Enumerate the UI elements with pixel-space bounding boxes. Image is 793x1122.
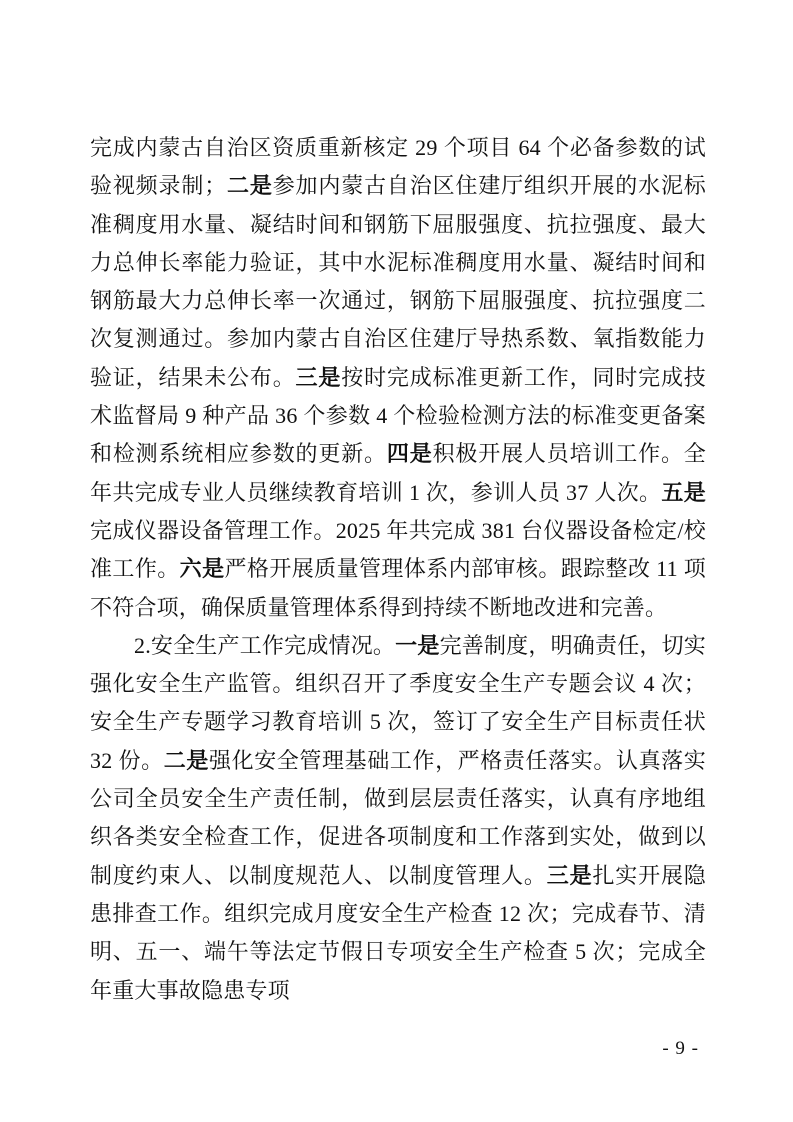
ordinal-marker: 四是 [386, 441, 433, 467]
ordinal-marker: 三是 [546, 862, 593, 888]
ordinal-marker: 二是 [226, 173, 273, 199]
text-run: 完成内蒙古自治区资质重新核定 29 个项目 64 个必备参数的试验视频录制； [90, 135, 706, 199]
paragraph-quality-work [90, 129, 706, 627]
document-body [90, 129, 706, 1010]
ordinal-marker: 六是 [179, 556, 225, 582]
page-number: - 9 - [662, 1038, 699, 1059]
text-run: 完成仪器设备管理工作。2025 年共完成 381 台仪器设备检定/校准工作。 [90, 517, 706, 582]
text-run: 强化安全管理基础工作，严格责任落实。认真落实公司全员安全生产责任制，做到层层责任落实，认真有序地组织各类安全检查工作，促进各项制度和工作落到实处，做到以制度约束人、以制度规范人、以制度管理人。 [90, 747, 706, 888]
ordinal-marker: 一是 [395, 632, 440, 658]
text-run: 完善制度，明确责任，切实强化安全生产监管。组织召开了季度安全生产专题会议 4 次；安全生产专题学习教育培训 5 次，签订了安全生产目标责任状 32 份。 [90, 632, 706, 773]
ordinal-marker: 二是 [163, 747, 209, 773]
text-run: 严格开展质量管理体系内部审核。跟踪整改 11 项不符合项，确保质量管理体系得到持续不断地改进和完善。 [90, 556, 706, 620]
ordinal-marker: 五是 [661, 479, 706, 505]
text-run: 按时完成标准更新工作，同时完成技术监督局 9 种产品 36 个参数 4 个检验检测方法的标准变更备案和检测系统相应参数的更新。 [90, 364, 706, 467]
text-run: 积极开展人员培训工作。全年共完成专业人员继续教育培训 1 次，参训人员 37 人次。 [90, 441, 706, 505]
text-run: 2.安全生产工作完成情况。 [134, 632, 396, 658]
text-run: 扎实开展隐患排查工作。组织完成月度安全生产检查 12 次；完成春节、清明、五一、端午等法定节假日专项安全生产检查 5 次；完成全年重大事故隐患专项 [90, 862, 706, 1003]
page-footer [662, 1038, 699, 1060]
ordinal-marker: 三是 [295, 364, 342, 390]
paragraph-safety-work [90, 627, 706, 1010]
text-run: 参加内蒙古自治区住建厅组织开展的水泥标准稠度用水量、凝结时间和钢筋下屈服强度、抗拉强度、最大力总伸长率能力验证，其中水泥标准稠度用水量、凝结时间和钢筋最大力总伸长率一次通过，钢筋下屈服强度、抗拉强度二次复测通过。参加内蒙古自治区住建厅导热系数、氧指数能力验证，结果未公布。 [90, 173, 706, 390]
